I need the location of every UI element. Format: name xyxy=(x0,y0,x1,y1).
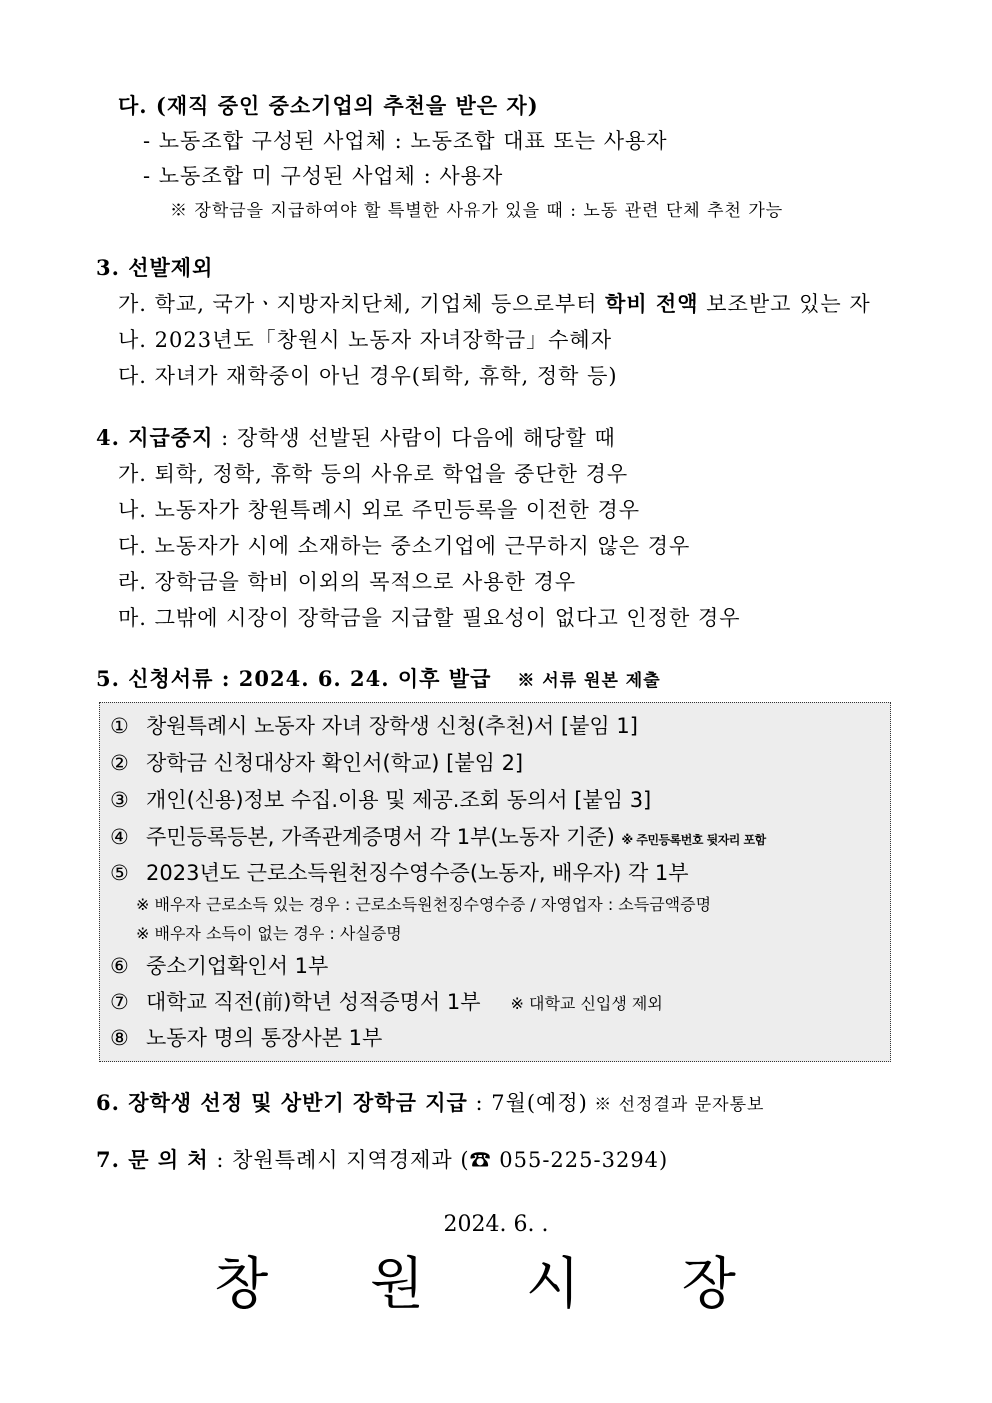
section6-note: ※ 선정결과 문자통보 xyxy=(587,1095,765,1115)
section7-desc: : 창원특례시 지역경제과 ( xyxy=(208,1148,470,1172)
doc-text: 대학교 직전(前)학년 성적증명서 1부 xyxy=(146,990,481,1014)
mayor-signature: 창 원 시 장 xyxy=(214,1252,778,1317)
doc-item-3 xyxy=(110,786,651,814)
doc-item-5 xyxy=(110,859,689,887)
section4-header xyxy=(96,424,616,452)
section7-header xyxy=(96,1146,668,1174)
section3-item-ga xyxy=(118,290,871,318)
section5-note: ※ 서류 원본 제출 xyxy=(517,671,661,691)
doc-number: ② xyxy=(110,751,129,775)
section2-note: ※ 장학금을 지급하여야 할 특별한 사유가 있을 때 : 노동 관련 단체 추천 가능 xyxy=(170,201,784,221)
doc-item-7 xyxy=(110,988,663,1018)
doc-text: 2023년도 근로소득원천징수영수증(노동자, 배우자) 각 1부 xyxy=(146,861,689,885)
section7-title: 7. 문 의 처 xyxy=(96,1147,209,1172)
doc-text: 창원특례시 노동자 자녀 장학생 신청(추천)서 [붙임 1] xyxy=(146,714,638,738)
section6-desc: : 7월(예정) xyxy=(467,1091,588,1115)
doc-item-2 xyxy=(110,749,523,777)
section3-ga-bold: 학비 전액 xyxy=(605,291,699,316)
section3-ga-post: 보조받고 있는 자 xyxy=(698,292,871,316)
section5-title: 5. 신청서류 : 2024. 6. 24. 이후 발급 xyxy=(96,666,492,691)
section6-header xyxy=(96,1089,764,1119)
section7-phone: 055-225-3294) xyxy=(491,1148,669,1172)
section4-item: 마. 그밖에 시장이 장학금을 지급할 필요성이 없다고 인정한 경우 xyxy=(118,606,741,630)
doc-text: 장학금 신청대상자 확인서(학교) [붙임 2] xyxy=(146,751,524,775)
section3-item-na: 나. 2023년도「창원시 노동자 자녀장학금」수혜자 xyxy=(118,328,613,352)
doc-sub-note-1: ※ 배우자 근로소득 있는 경우 : 근로소득원천징수영수증 / 자영업자 : 소득금액증명 xyxy=(136,895,712,914)
doc-text: 개인(신용)정보 수집.이용 및 제공.조회 동의서 [붙임 3] xyxy=(146,788,652,812)
doc-sub-note-2: ※ 배우자 소득이 없는 경우 : 사실증명 xyxy=(136,924,402,943)
documents-box xyxy=(99,702,891,1062)
doc-item-4 xyxy=(110,823,766,854)
section4-title: 4. 지급중지 xyxy=(96,425,214,450)
section2-item-1: - 노동조합 구성된 사업체 : 노동조합 대표 또는 사용자 xyxy=(143,129,668,153)
phone-icon: ☎ xyxy=(469,1148,492,1172)
doc-note: ※ 대학교 신입생 제외 xyxy=(510,994,663,1013)
doc-item-1 xyxy=(110,712,638,740)
section4-item: 라. 장학금을 학비 이외의 목적으로 사용한 경우 xyxy=(118,570,577,594)
section4-desc: : 장학생 선발된 사람이 다음에 해당할 때 xyxy=(213,426,616,450)
doc-number: ⑤ xyxy=(110,861,129,885)
document-date: 2024. 6. . xyxy=(443,1212,549,1237)
doc-number: ③ xyxy=(110,788,129,812)
section6-title: 6. 장학생 선정 및 상반기 장학금 지급 xyxy=(96,1090,468,1115)
doc-item-6 xyxy=(110,952,328,980)
doc-note: ※ 주민등록번호 뒷자리 포함 xyxy=(621,833,766,847)
section3-item-da: 다. 자녀가 재학중이 아닌 경우(퇴학, 휴학, 정학 등) xyxy=(118,364,618,388)
doc-text: 중소기업확인서 1부 xyxy=(146,954,329,978)
doc-number: ④ xyxy=(110,825,129,849)
doc-number: ⑦ xyxy=(110,990,129,1014)
section4-item: 다. 노동자가 시에 소재하는 중소기업에 근무하지 않은 경우 xyxy=(118,534,691,558)
doc-text: 노동자 명의 통장사본 1부 xyxy=(146,1026,383,1050)
doc-number: ⑥ xyxy=(110,954,129,978)
section2-da-title: 다. (재직 중인 중소기업의 추천을 받은 자) xyxy=(118,93,539,118)
section3-title: 3. 선발제외 xyxy=(96,255,214,280)
section5-header xyxy=(96,665,661,695)
doc-item-8 xyxy=(110,1024,382,1052)
section2-item-2: - 노동조합 미 구성된 사업체 : 사용자 xyxy=(143,164,504,188)
section4-item: 가. 퇴학, 정학, 휴학 등의 사유로 학업을 중단한 경우 xyxy=(118,462,629,486)
section3-ga-pre: 가. 학교, 국가ㆍ지방자치단체, 기업체 등으로부터 xyxy=(118,292,606,316)
doc-number: ① xyxy=(110,714,129,738)
doc-number: ⑧ xyxy=(110,1026,129,1050)
doc-text: 주민등록등본, 가족관계증명서 각 1부(노동자 기준) xyxy=(146,825,615,849)
section4-item: 나. 노동자가 창원특례시 외로 주민등록을 이전한 경우 xyxy=(118,498,641,522)
